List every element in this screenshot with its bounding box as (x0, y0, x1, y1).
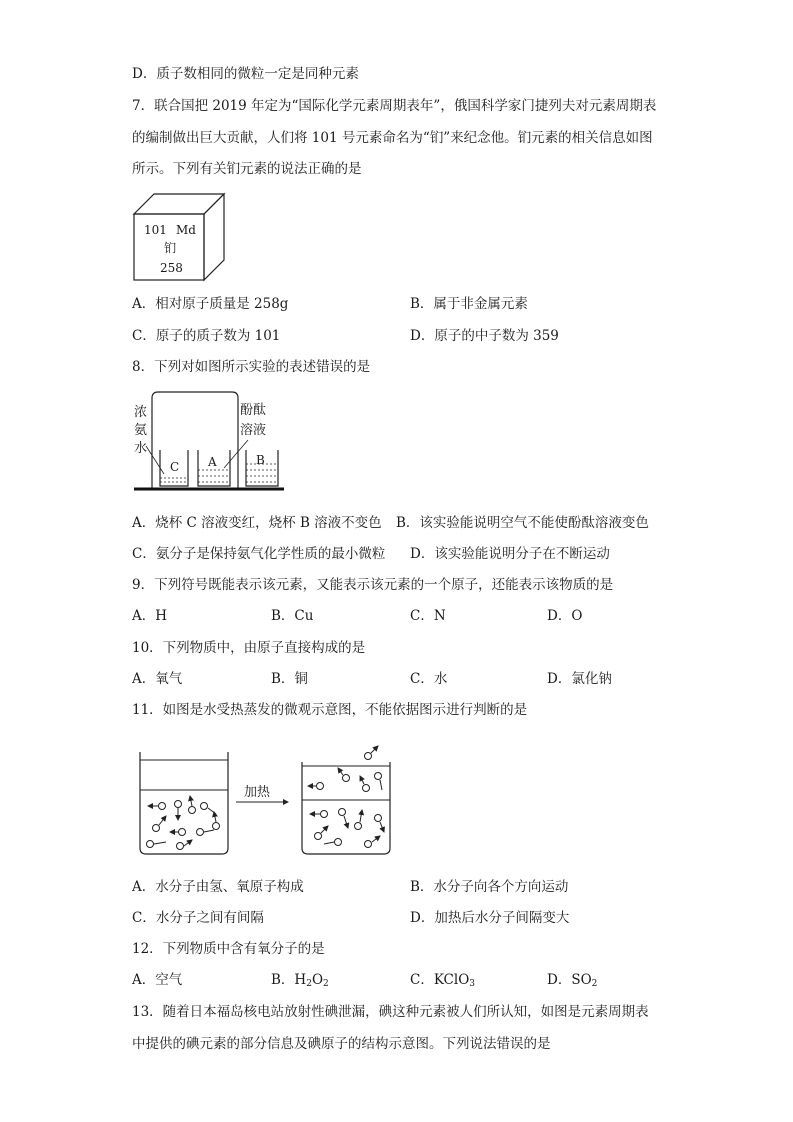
q11-option-c: C．水分子之间有间隔 (132, 910, 264, 926)
q8-option-a: A．烧杯 C 溶液变红，烧杯 B 溶液不变色 (132, 515, 382, 531)
q7-option-b: B．属于非金属元素 (410, 296, 528, 312)
q12-option-b-sub2: 2 (323, 979, 329, 989)
q10-option-b: B．铜 (271, 671, 308, 687)
q8-option-b: B．该实验能说明空气不能使酚酞溶液变色 (396, 515, 649, 531)
q10-option-a: A．氧气 (132, 671, 183, 687)
q11-stem: 11．如图是水受热蒸发的微观示意图，不能依据图示进行判断的是 (132, 702, 528, 718)
q12-option-c (410, 970, 475, 994)
element-symbol: Md (176, 223, 196, 237)
q9-option-b: B．Cu (271, 608, 314, 624)
element-card-figure (134, 194, 230, 284)
q13-stem-line-1: 13．随着日本福岛核电站放射性碘泄漏，碘这种元素被人们所认知，如图是元素周期表 (132, 1004, 649, 1020)
heating-arrow-label: 加热 (244, 785, 271, 800)
q10-option-c: C．水 (410, 671, 448, 687)
q12-option-d (547, 970, 597, 994)
q6-option-d: D．质子数相同的微粒一定是同种元素 (132, 66, 359, 82)
q11-option-d: D．加热后水分子间隔变大 (410, 910, 570, 926)
q12-option-b-text: B．H (271, 972, 307, 988)
q9-option-a: A．H (132, 608, 168, 624)
q7-option-d: D．原子的中子数为 359 (410, 328, 559, 344)
q7-option-c: C．原子的质子数为 101 (132, 328, 281, 344)
q7-stem-line-3: 所示。下列有关钔元素的说法正确的是 (132, 161, 362, 177)
q12-option-d-sub: 2 (591, 979, 598, 989)
q12-option-b-tail: O (311, 972, 324, 988)
q10-option-d: D．氯化钠 (547, 671, 612, 687)
q7-stem-line-1: 7．联合国把 2019 年定为“国际化学元素周期表年”，俄国科学家门捷列夫对元素周期表 (132, 98, 657, 114)
water-evaporation-figure (132, 736, 392, 862)
element-mass: 258 (160, 261, 183, 275)
q7-stem-line-2: 的编制做出巨大贡献，人们将 101 号元素命名为“钔”来纪念他。钔元素的相关信息如图 (132, 130, 653, 146)
q11-option-b: B．水分子向各个方向运动 (410, 879, 569, 895)
ammonia-label-3: 水 (134, 441, 148, 456)
q12-option-c-text: C．KClO (410, 972, 470, 988)
q12-option-d-text: D．SO (547, 972, 592, 988)
ammonia-label-1: 浓 (134, 405, 148, 420)
q7-option-a: A．相对原子质量是 258g (132, 296, 289, 312)
phenolphthalein-label-1: 酚酞 (240, 403, 267, 418)
q13-stem-line-2: 中提供的碘元素的部分信息及碘原子的结构示意图。下列说法错误的是 (132, 1036, 551, 1052)
q10-stem: 10．下列物质中，由原子直接构成的是 (132, 640, 366, 656)
q12-option-b (271, 970, 329, 994)
q9-option-c: C．N (410, 608, 446, 624)
beaker-c-label: C (170, 460, 180, 474)
q12-option-b-sub1: 2 (306, 979, 312, 989)
ammonia-label-2: 氨 (134, 423, 148, 438)
element-name: 钔 (164, 241, 177, 255)
q9-stem: 9．下列符号既能表示该元素，又能表示该元素的一个原子，还能表示该物质的是 (132, 577, 614, 593)
beaker-a-label: A (208, 455, 217, 469)
q9-option-d: D．O (547, 608, 583, 624)
q12-stem: 12．下列物质中含有氧分子的是 (132, 941, 325, 957)
element-number: 101 (144, 223, 167, 237)
ammonia-experiment-figure (132, 388, 288, 496)
q8-stem: 8．下列对如图所示实验的表述错误的是 (132, 359, 371, 375)
q11-option-a: A．水分子由氢、氧原子构成 (132, 879, 304, 895)
q12-option-c-sub: 3 (469, 979, 476, 989)
q12-option-a-text: A．空气 (132, 972, 183, 988)
q8-option-d: D．该实验能说明分子在不断运动 (410, 546, 610, 562)
q12-option-a (132, 970, 182, 990)
beaker-b-label: B (256, 453, 265, 467)
q8-option-c: C．氨分子是保持氨气化学性质的最小微粒 (132, 546, 386, 562)
phenolphthalein-label-2: 溶液 (240, 423, 267, 438)
